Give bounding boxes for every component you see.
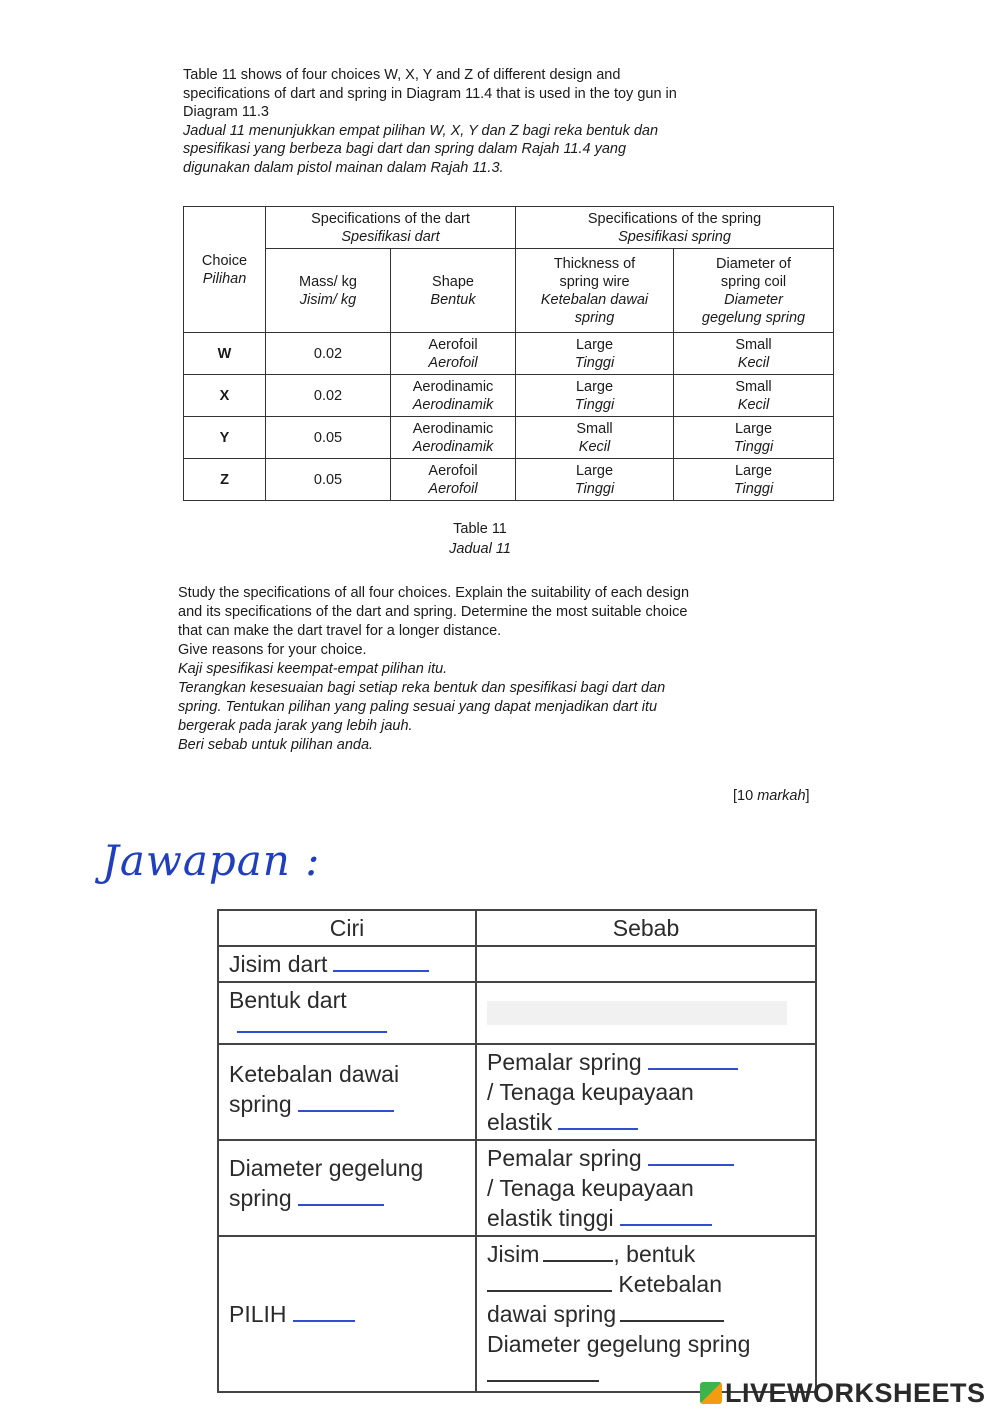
sebab-label: elastik tinggi <box>487 1205 614 1231</box>
diameter-ms: Tinggi <box>733 480 774 497</box>
header-mass <box>266 249 391 333</box>
answer-row-shape <box>218 982 816 1044</box>
table-caption <box>380 519 580 559</box>
choice-cell: Z <box>184 459 266 501</box>
header-thickness-en: spring wire <box>559 273 630 290</box>
intro-text <box>183 66 823 177</box>
header-shape <box>391 249 516 333</box>
answer-heading: Jawapan : <box>102 836 321 885</box>
mass-cell: 0.05 <box>266 459 391 501</box>
shape-cell <box>391 417 516 459</box>
intro-line: specifications of dart and spring in Diagram 11.4 that is used in the toy gun in <box>183 85 677 102</box>
sebab-label: Ketebalan <box>618 1271 722 1297</box>
answer-blank[interactable] <box>298 1110 394 1112</box>
header-ciri: Ciri <box>218 910 476 946</box>
thickness-ms: Kecil <box>578 438 611 455</box>
answer-blank[interactable] <box>293 1320 355 1322</box>
shape-ms: Aerofoil <box>428 480 478 497</box>
thickness-ms: Tinggi <box>574 480 615 497</box>
answer-blank[interactable] <box>487 1380 599 1382</box>
answer-table <box>217 909 817 1393</box>
intro-line-malay: spesifikasi yang berbeza bagi dart dan spring dalam Rajah 11.4 yang <box>183 141 627 157</box>
thickness-cell <box>516 375 674 417</box>
diameter-cell <box>674 375 834 417</box>
diameter-ms: Tinggi <box>733 438 774 455</box>
task-text <box>178 584 818 755</box>
marks-close: ] <box>805 788 810 804</box>
task-line-malay: Terangkan kesesuaian bagi setiap reka bentuk dan spesifikasi bagi dart dan <box>178 680 666 696</box>
answer-row-diameter <box>218 1140 816 1236</box>
answer-blank[interactable] <box>648 1164 734 1166</box>
shape-en: Aerofoil <box>428 336 478 353</box>
thickness-ms: Tinggi <box>574 396 615 413</box>
shape-en: Aerodinamic <box>412 378 494 395</box>
header-dart-group <box>266 207 516 249</box>
header-spring-ms: Spesifikasi spring <box>618 228 731 245</box>
answer-row-thickness <box>218 1044 816 1140</box>
sebab-cell[interactable] <box>476 982 816 1044</box>
task-line-malay: bergerak pada jarak yang lebih jauh. <box>178 718 413 734</box>
shape-ms: Aerodinamik <box>412 396 494 413</box>
header-diameter-ms: Diameter <box>724 291 783 308</box>
intro-line-malay: digunakan dalam pistol mainan dalam Rajah 11.3. <box>183 159 504 176</box>
answer-blank[interactable] <box>237 1031 387 1033</box>
answer-blank[interactable] <box>333 970 429 972</box>
mass-cell: 0.02 <box>266 333 391 375</box>
ciri-label: spring <box>229 1091 292 1117</box>
thickness-cell <box>516 333 674 375</box>
sebab-cell[interactable] <box>476 946 816 982</box>
choice-cell: X <box>184 375 266 417</box>
diameter-en: Large <box>734 420 773 437</box>
header-mass-en: Mass/ kg <box>298 273 357 290</box>
diameter-ms: Kecil <box>737 354 770 371</box>
sebab-label: , bentuk <box>613 1241 696 1267</box>
header-thickness <box>516 249 674 333</box>
table-row <box>184 375 834 417</box>
header-dart-ms: Spesifikasi dart <box>341 228 440 245</box>
header-spring-en: Specifications of the spring <box>587 210 762 227</box>
answer-row-choice <box>218 1236 816 1392</box>
liveworksheets-logo <box>700 1378 986 1409</box>
sebab-label: Jisim <box>487 1241 540 1267</box>
ciri-cell <box>218 946 476 982</box>
sebab-label: elastik <box>487 1109 553 1135</box>
diameter-cell <box>674 459 834 501</box>
caption-en: Table 11 <box>453 521 507 537</box>
header-spring-group <box>516 207 834 249</box>
ciri-label: Diameter gegelung <box>229 1155 424 1181</box>
ciri-cell <box>218 1140 476 1236</box>
marks-label <box>733 788 810 804</box>
header-dart-en: Specifications of the dart <box>311 210 470 227</box>
header-thickness-ms: Ketebalan dawai <box>540 291 649 308</box>
header-diameter-en: spring coil <box>720 273 787 290</box>
caption-ms: Jadual 11 <box>449 541 511 557</box>
answer-blank[interactable] <box>648 1068 738 1070</box>
task-line: Give reasons for your choice. <box>178 642 367 658</box>
answer-blank[interactable] <box>620 1224 712 1226</box>
sebab-label: Diameter gegelung spring <box>487 1331 751 1357</box>
diameter-en: Small <box>735 336 772 353</box>
shape-cell <box>391 375 516 417</box>
sebab-cell <box>476 1236 816 1392</box>
sebab-label: Pemalar spring <box>487 1145 642 1171</box>
diameter-en: Large <box>734 462 773 479</box>
task-line: and its specifications of the dart and spring. Determine the most suitable choice <box>178 604 688 620</box>
thickness-ms: Tinggi <box>574 354 615 371</box>
thickness-cell <box>516 459 674 501</box>
shape-en: Aerofoil <box>428 462 478 479</box>
table-row <box>184 417 834 459</box>
ciri-cell <box>218 1236 476 1392</box>
thickness-en: Large <box>575 336 614 353</box>
shape-cell <box>391 333 516 375</box>
table-row <box>184 459 834 501</box>
diameter-cell <box>674 333 834 375</box>
thickness-cell <box>516 417 674 459</box>
ciri-cell <box>218 982 476 1044</box>
shape-ms: Aerodinamik <box>412 438 494 455</box>
table-row <box>184 333 834 375</box>
shape-cell <box>391 459 516 501</box>
answer-blank[interactable] <box>620 1320 724 1322</box>
ciri-label: Bentuk dart <box>229 987 347 1013</box>
task-line: Study the specifications of all four choices. Explain the suitability of each design <box>178 585 690 601</box>
shape-ms: Aerofoil <box>428 354 478 371</box>
specifications-table <box>183 206 834 501</box>
header-choice-en: Choice <box>201 252 248 269</box>
answer-blank[interactable] <box>487 1001 787 1025</box>
header-mass-ms: Jisim/ kg <box>299 291 357 308</box>
ciri-cell <box>218 1044 476 1140</box>
task-line-malay: spring. Tentukan pilihan yang paling sesuai yang dapat menjadikan dart itu <box>178 699 658 715</box>
ciri-label: PILIH <box>229 1301 287 1327</box>
thickness-en: Small <box>576 420 613 437</box>
header-choice-ms: Pilihan <box>202 270 247 287</box>
header-thickness-ms: spring <box>574 309 615 326</box>
thickness-en: Large <box>575 462 614 479</box>
mass-cell: 0.05 <box>266 417 391 459</box>
header-thickness-en: Thickness of <box>553 255 636 272</box>
header-shape-en: Shape <box>432 273 474 290</box>
header-sebab: Sebab <box>476 910 816 946</box>
task-line-malay: Kaji spesifikasi keempat-empat pilihan itu. <box>178 661 448 677</box>
answer-row-mass <box>218 946 816 982</box>
header-shape-ms: Bentuk <box>430 291 476 308</box>
choice-cell: W <box>184 333 266 375</box>
header-diameter-en: Diameter of <box>716 255 791 272</box>
ciri-label: Ketebalan dawai <box>229 1061 400 1087</box>
shape-en: Aerodinamic <box>412 420 494 437</box>
answer-blank[interactable] <box>487 1290 612 1292</box>
header-diameter <box>674 249 834 333</box>
diameter-cell <box>674 417 834 459</box>
diameter-en: Small <box>735 378 772 395</box>
header-diameter-ms: gegelung spring <box>701 309 806 326</box>
diameter-ms: Kecil <box>737 396 770 413</box>
answer-blank[interactable] <box>298 1204 384 1206</box>
task-line-malay: Beri sebab untuk pilihan anda. <box>178 737 374 753</box>
intro-line: Table 11 shows of four choices W, X, Y and Z of different design and <box>183 67 621 83</box>
ciri-label: spring <box>229 1185 292 1211</box>
sebab-label: / Tenaga keupayaan <box>487 1079 694 1105</box>
intro-line-malay: Jadual 11 menunjukkan empat pilihan W, X, Y dan Z bagi reka bentuk dan <box>183 122 659 139</box>
choice-cell: Y <box>184 417 266 459</box>
sebab-cell <box>476 1140 816 1236</box>
marks-word: markah <box>757 788 806 804</box>
sebab-cell <box>476 1044 816 1140</box>
sebab-label: Pemalar spring <box>487 1049 642 1075</box>
header-choice <box>184 207 266 333</box>
intro-line: Diagram 11.3 <box>183 104 269 120</box>
answer-blank[interactable] <box>543 1260 613 1262</box>
answer-blank[interactable] <box>558 1128 638 1130</box>
sebab-label: dawai spring <box>487 1301 617 1327</box>
ciri-label: Jisim dart <box>229 951 328 977</box>
thickness-en: Large <box>575 378 614 395</box>
task-line: that can make the dart travel for a longer distance. <box>178 623 502 639</box>
mass-cell: 0.02 <box>266 375 391 417</box>
marks-open: [10 <box>733 788 758 804</box>
sebab-label: / Tenaga keupayaan <box>487 1175 694 1201</box>
watermark-text: LIVEWORKSHEETS <box>725 1378 986 1408</box>
liveworksheets-icon <box>700 1382 722 1404</box>
